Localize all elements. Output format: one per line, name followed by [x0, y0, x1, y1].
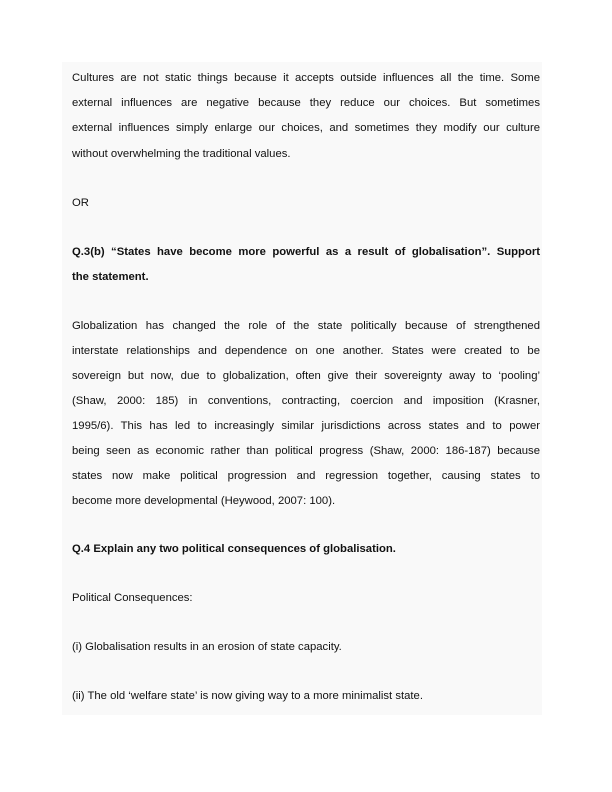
or-label: OR [72, 197, 89, 209]
paragraph-line: external influences simply enlarge our choices, and sometimes they modify our culture [72, 122, 540, 134]
paragraph-line: become more developmental (Heywood, 2007: 100). [72, 495, 336, 507]
question-4-heading: Q.4 Explain any two political consequences of globalisation. [72, 543, 396, 555]
paragraph-line: Globalization has changed the role of the state politically because of strengthened [72, 320, 540, 332]
paragraph-line: (Shaw, 2000: 185) in conventions, contracting, coercion and imposition (Krasner, [72, 395, 540, 407]
paragraph-line: external influences are negative because they reduce our choices. But sometimes [72, 97, 540, 109]
paragraph-line: 1995/6). This has led to increasingly similar jurisdictions across states and to power [72, 420, 540, 432]
paragraph-line: sovereign but now, due to globalization, often give their sovereignty away to ‘pooling’ [72, 370, 540, 382]
paragraph-line: interstate relationships and dependence on one another. States were created to be [72, 345, 540, 357]
question-3b-heading: Q.3(b) “States have become more powerful as a result of globalisation”. Support [72, 246, 540, 258]
paragraph-line: without overwhelming the traditional values. [72, 148, 291, 160]
consequence-item: (ii) The old ‘welfare state’ is now giving way to a more minimalist state. [72, 690, 423, 702]
paragraph-line: Cultures are not static things because it accepts outside influences all the time. Some [72, 72, 540, 84]
question-3b-heading: the statement. [72, 271, 149, 283]
consequence-item: (i) Globalisation results in an erosion of state capacity. [72, 641, 342, 653]
consequences-heading: Political Consequences: [72, 592, 193, 604]
paragraph-line: states now make political progression and regression together, causing states to [72, 470, 540, 482]
paragraph-line: being seen as economic rather than political progress (Shaw, 2000: 186-187) because [72, 445, 540, 457]
